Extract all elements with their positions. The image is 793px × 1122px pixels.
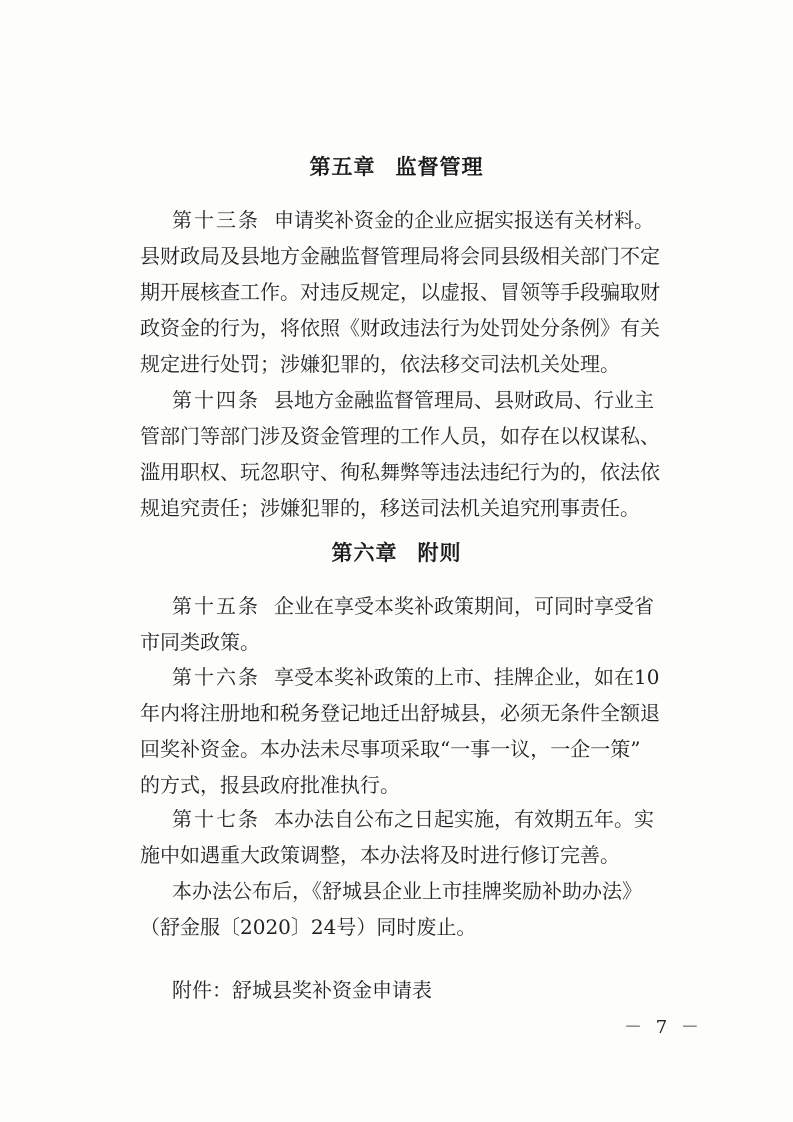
article-17 bbox=[140, 801, 680, 873]
repeal-line-1: 本办法公布后，《舒城县企业上市挂牌奖励补助办法》 bbox=[172, 879, 642, 903]
article-13-line-5: 规定进行处罚；涉嫌犯罪的，依法移交司法机关处理。 bbox=[140, 352, 620, 376]
article-13-label: 第十三条 bbox=[172, 208, 260, 232]
article-14-line-2: 管部门等部门涉及资金管理的工作人员，如存在以权谋私、 bbox=[140, 424, 660, 448]
article-16-line-2: 年内将注册地和税务登记地迁出舒城县，必须无条件全额退 bbox=[140, 701, 660, 725]
chapter-5-number: 第五章 bbox=[309, 155, 376, 179]
article-15-line-2: 市同类政策。 bbox=[140, 630, 260, 654]
article-16 bbox=[140, 659, 680, 803]
page-number: － 7 － bbox=[624, 1017, 703, 1038]
article-17-line-1: 本办法自公布之日起实施，有效期五年。实 bbox=[274, 807, 654, 831]
article-16-line-4: 的方式，报县政府批准执行。 bbox=[140, 773, 400, 797]
repeal-clause bbox=[140, 873, 680, 945]
repeal-line-2: （舒金服〔2020〕24号）同时废止。 bbox=[140, 915, 477, 939]
article-16-line-3: 回奖补资金。本办法未尽事项采取“一事一议，一企一策” bbox=[140, 737, 641, 761]
article-15-label: 第十五条 bbox=[172, 594, 260, 618]
article-14-label: 第十四条 bbox=[172, 388, 260, 412]
article-13-line-2: 县财政局及县地方金融监督管理局将会同县级相关部门不定 bbox=[140, 244, 660, 268]
article-14-line-3: 滥用职权、玩忽职守、徇私舞弊等违法违纪行为的，依法依 bbox=[140, 460, 660, 484]
article-14 bbox=[140, 382, 680, 526]
article-13-line-3: 期开展核查工作。对违反规定，以虚报、冒领等手段骗取财 bbox=[140, 280, 660, 304]
article-13-line-4: 政资金的行为，将依照《财政违法行为处罚处分条例》有关 bbox=[140, 316, 660, 340]
chapter-5-heading bbox=[0, 151, 793, 181]
article-17-line-2: 施中如遇重大政策调整，本办法将及时进行修订完善。 bbox=[140, 843, 620, 867]
article-17-label: 第十七条 bbox=[172, 807, 260, 831]
article-14-line-1: 县地方金融监督管理局、县财政局、行业主 bbox=[274, 388, 654, 412]
article-16-label: 第十六条 bbox=[172, 665, 260, 689]
article-13-line-1: 申请奖补资金的企业应据实报送有关材料。 bbox=[274, 208, 654, 232]
chapter-5-title: 监督管理 bbox=[395, 155, 484, 179]
article-14-line-4: 规追究责任；涉嫌犯罪的，移送司法机关追究刑事责任。 bbox=[140, 496, 640, 520]
attachment-note bbox=[140, 972, 680, 1008]
article-15 bbox=[140, 588, 680, 660]
chapter-6-heading bbox=[0, 537, 793, 567]
article-15-line-1: 企业在享受本奖补政策期间，可同时享受省 bbox=[274, 594, 654, 618]
attachment-text: 附件：舒城县奖补资金申请表 bbox=[172, 978, 432, 1002]
article-13 bbox=[140, 202, 680, 382]
article-16-line-1: 享受本奖补政策的上市、挂牌企业，如在10 bbox=[274, 665, 660, 689]
chapter-6-number: 第六章 bbox=[331, 541, 398, 565]
chapter-6-title: 附则 bbox=[417, 541, 462, 565]
